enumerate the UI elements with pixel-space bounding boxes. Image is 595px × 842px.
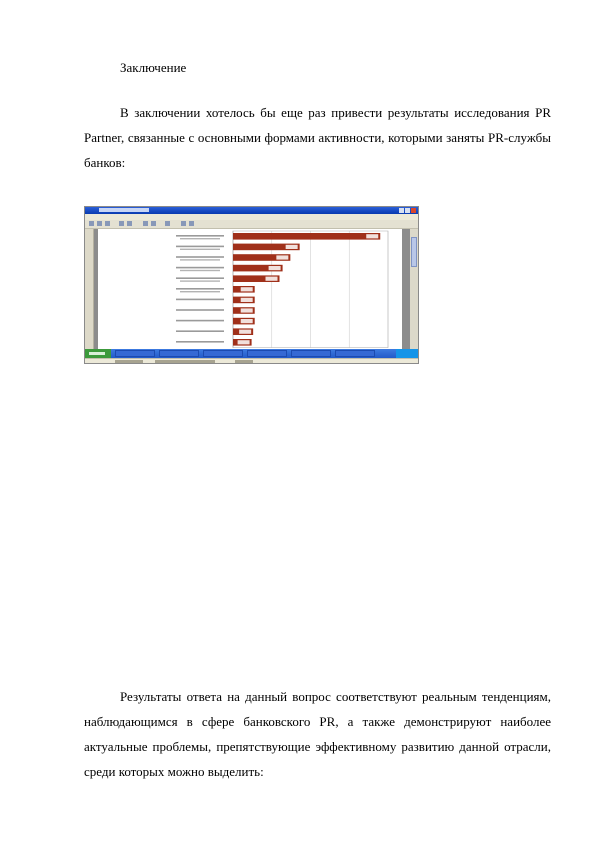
taskbar-item [291, 350, 331, 357]
embedded-screenshot [84, 206, 419, 364]
chart-category-label [176, 309, 224, 311]
document-page [98, 229, 402, 349]
toolbar-icon [181, 221, 186, 226]
chart-category-label [180, 280, 220, 281]
chart-category-label [176, 341, 224, 343]
toolbar-icon [151, 221, 156, 226]
chart-data-label [239, 330, 251, 334]
start-button [85, 349, 111, 358]
workspace-margin [402, 229, 410, 349]
section-heading: Заключение [120, 60, 187, 75]
navigation-panel [85, 229, 94, 349]
toolbar-icon [189, 221, 194, 226]
maximize-icon [405, 208, 410, 213]
close-icon [411, 208, 416, 213]
intro-paragraph: В заключении хотелось бы еще раз привести результаты исследования PR Partner, связанные с основными формами активности, которыми заняты PR-службы банков: [84, 105, 551, 170]
toolbar-icon [127, 221, 132, 226]
taskbar-item [159, 350, 199, 357]
window-titlebar [85, 207, 418, 214]
toolbar-icon [89, 221, 94, 226]
chart-data-label [276, 255, 288, 259]
window-statusbar [85, 358, 418, 364]
chart-category-label [176, 299, 224, 301]
chart-category-label [180, 270, 220, 271]
chart-category-label [176, 288, 224, 290]
window-toolbar [85, 220, 418, 229]
chart-data-label [238, 340, 250, 344]
bar-chart [98, 229, 402, 349]
chart-category-label [176, 267, 224, 269]
chart-category-label [176, 320, 224, 322]
chart-data-label [269, 266, 281, 270]
chart-category-label [176, 277, 224, 279]
chart-category-label [176, 256, 224, 258]
toolbar-icon [165, 221, 170, 226]
chart-category-label [180, 249, 220, 250]
chart-data-label [266, 277, 278, 281]
chart-data-label [241, 308, 253, 312]
taskbar-item [115, 350, 155, 357]
scrollbar-thumb [411, 237, 417, 267]
window-title [99, 208, 149, 212]
chart-data-label [286, 245, 298, 249]
chart-category-label [176, 246, 224, 248]
toolbar-icon [143, 221, 148, 226]
toolbar-icon [119, 221, 124, 226]
taskbar [85, 349, 418, 358]
system-tray [396, 349, 418, 358]
vertical-scrollbar [410, 229, 418, 349]
toolbar-icon [105, 221, 110, 226]
minimize-icon [399, 208, 404, 213]
chart-category-label [180, 259, 220, 260]
taskbar-item [335, 350, 375, 357]
chart-category-label [176, 330, 224, 332]
taskbar-item [203, 350, 243, 357]
chart-bar [233, 233, 380, 240]
chart-category-label [176, 235, 224, 237]
taskbar-item [247, 350, 287, 357]
chart-data-label [366, 234, 378, 238]
chart-data-label [241, 319, 253, 323]
chart-category-label [180, 238, 220, 239]
chart-category-label [180, 291, 220, 292]
conclusion-paragraph: Результаты ответа на данный вопрос соответствуют реальным тенденциям, наблюдающимся в сфере банковского PR, а также демонстрируют наиболее актуальные проблемы, препятствующие эффективному развитию данной отрасли, среди которых можно выделить: [84, 689, 551, 779]
chart-data-label [241, 287, 253, 291]
chart-data-label [241, 298, 253, 302]
toolbar-icon [97, 221, 102, 226]
